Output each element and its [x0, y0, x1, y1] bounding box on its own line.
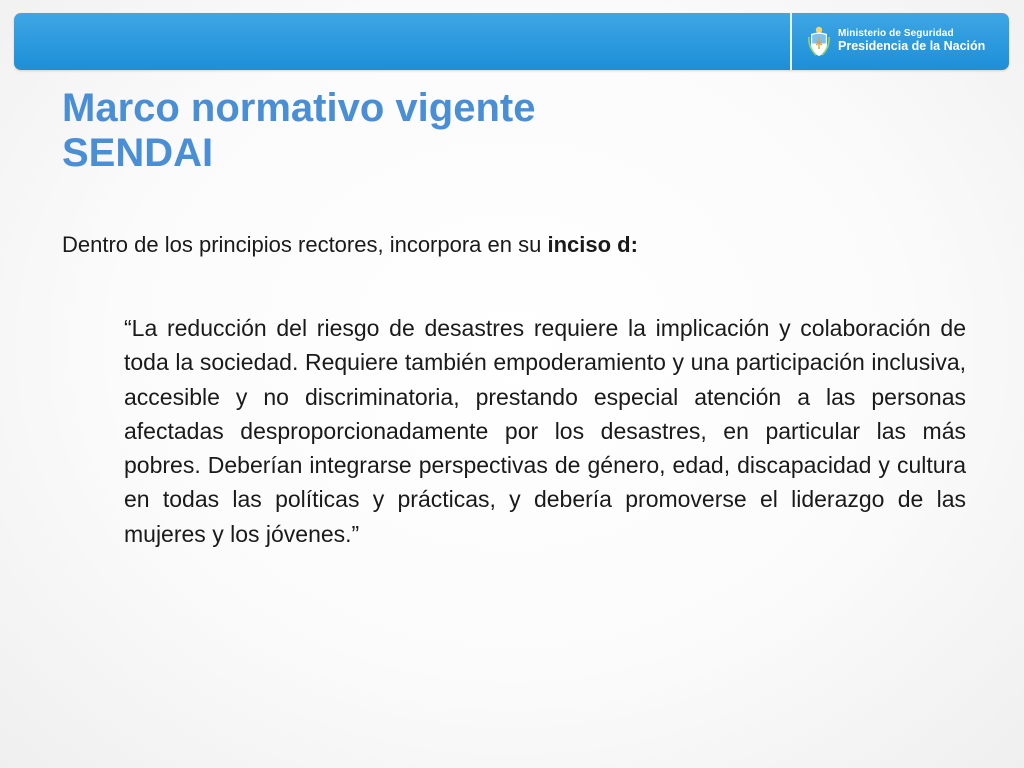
- header-bar: [14, 13, 1009, 70]
- slide-title-line1: Marco normativo vigente: [62, 86, 536, 130]
- presidency-name: Presidencia de la Nación: [838, 38, 986, 53]
- sendai-quote: “La reducción del riesgo de desastres requiere la implicación y colaboración de toda la sociedad. Requiere también empoderamiento y una participación inclusiva, accesible y no discriminatoria, prestando especial atención a las personas afectadas desproporcionadamente por los desastres, en particular las más pobres. Deberían integrarse perspectivas de género, edad, discapacidad y cultura en todas las políticas y prácticas, y debería promoverse el liderazgo de las mujeres y los jóvenes.”: [124, 315, 966, 547]
- ministry-brand: [808, 25, 985, 57]
- slide-title-line2: SENDAI: [62, 131, 214, 175]
- intro-text: [62, 232, 638, 258]
- slide-title: [62, 86, 535, 176]
- ministry-name: Ministerio de Seguridad: [838, 28, 954, 40]
- header-divider: [790, 13, 792, 70]
- intro-emphasis: inciso d:: [547, 232, 638, 257]
- coat-of-arms-icon: [808, 25, 830, 57]
- intro-text-body: Dentro de los principios rectores, incorpora en su: [62, 232, 548, 257]
